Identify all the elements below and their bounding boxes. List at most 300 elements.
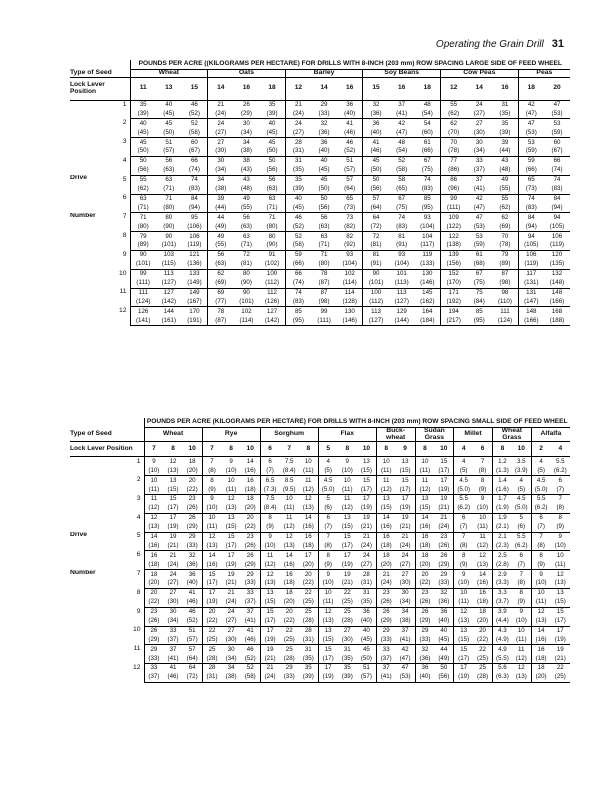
rate-value: (15)	[341, 523, 353, 531]
seed-type-label: Type of Seed	[70, 69, 130, 77]
rate-value: (10)	[515, 616, 527, 624]
rate-value: (40)	[360, 616, 372, 624]
rate-value: 30	[396, 588, 415, 597]
rate-value: 5.6	[492, 664, 511, 673]
lock-lever-label: Lock Lever Position	[70, 77, 130, 100]
rate-value: 11	[144, 495, 163, 504]
rate-value: (8)	[531, 542, 550, 551]
rate-value: 9	[345, 457, 349, 465]
rate-value: (17)	[360, 485, 372, 493]
rate-value: 62	[208, 269, 234, 278]
rate-value: 2.5	[492, 551, 511, 560]
rate-value: (13)	[477, 560, 489, 568]
rate-value: (58)	[188, 128, 200, 136]
rate-value: (59)	[518, 147, 544, 156]
rate-value: 12	[454, 607, 473, 616]
rate-value: 70	[441, 138, 467, 147]
table-row	[70, 654, 570, 663]
lever-position: 16	[492, 77, 518, 100]
rate-value: (34)	[473, 147, 485, 155]
rate-value: 85	[415, 194, 441, 203]
rate-value: (18)	[283, 579, 295, 587]
rate-value: (3.9)	[514, 466, 528, 474]
rate-value: (15)	[415, 504, 434, 513]
rate-value: 74	[389, 213, 415, 222]
rate-value: 52	[389, 157, 415, 166]
rate-value: (127)	[161, 278, 177, 286]
rate-value: (12)	[144, 504, 163, 513]
rate-value: (33)	[376, 635, 395, 644]
rate-value: (1.3)	[492, 466, 511, 475]
rate-value: (19)	[202, 598, 221, 607]
rate-value: (20)	[302, 560, 314, 568]
rate-value: (39)	[299, 673, 318, 682]
rate-value: (34)	[225, 654, 237, 662]
rate-value: 53	[466, 232, 492, 241]
rate-value: (21)	[341, 579, 353, 587]
rate-value: (64)	[363, 203, 389, 212]
lever-position: 14	[311, 77, 337, 100]
rate-value: 26	[183, 513, 202, 522]
rate-value: 51	[183, 626, 202, 635]
rate-value: (161)	[156, 316, 182, 325]
rate-value: 4.9	[492, 645, 511, 654]
rate-value: (18)	[415, 542, 434, 551]
rate-value: 24	[475, 101, 483, 109]
rate-value: (39)	[338, 673, 357, 682]
page-header	[436, 38, 564, 50]
rate-value: (41)	[399, 635, 411, 643]
rate-value: (136)	[187, 260, 202, 268]
rate-value: (38)	[240, 147, 252, 155]
rate-value: 9	[512, 607, 531, 616]
rate-value: (9)	[318, 560, 337, 569]
rate-value: (59)	[551, 128, 563, 136]
rate-value: (11)	[515, 635, 527, 643]
rate-value: (12)	[260, 560, 279, 569]
rate-value: (104)	[342, 260, 357, 268]
rate-value: (39)	[499, 128, 511, 136]
rate-value: 36	[311, 138, 337, 147]
rate-value: (55)	[499, 185, 511, 193]
rate-value: 52	[285, 232, 311, 241]
rate-value: (13)	[202, 542, 221, 551]
rate-value: 66	[285, 269, 311, 278]
rate-value: (66)	[518, 166, 544, 175]
rate-value: 14	[376, 513, 395, 522]
rate-value: (21)	[167, 541, 179, 549]
rate-value: (56)	[318, 203, 330, 211]
rate-value: 56	[156, 157, 182, 166]
rate-value: 19	[260, 645, 279, 654]
rate-value: (142)	[161, 297, 177, 305]
table-row	[70, 476, 570, 485]
rate-value: 93	[389, 250, 415, 259]
rate-value: (122)	[441, 222, 467, 231]
rate-value: 56	[259, 175, 285, 184]
rate-value: (40)	[186, 579, 198, 587]
rate-value: (126)	[264, 297, 280, 305]
rate-value: 59	[518, 157, 544, 166]
table-row	[70, 626, 570, 635]
rate-value: 90	[130, 250, 156, 259]
rate-value: 33	[144, 664, 163, 673]
rate-value: 46	[183, 607, 202, 616]
rate-value: (15)	[454, 635, 473, 644]
rate-value: (11)	[283, 504, 295, 512]
rate-value: (38)	[221, 673, 240, 682]
rate-value: 15	[440, 457, 448, 465]
rate-value: 34	[208, 175, 234, 184]
rate-value: 35	[338, 664, 357, 673]
rate-value: (11)	[477, 523, 488, 531]
rate-value: 27	[338, 626, 357, 635]
rate-value: 94	[518, 232, 544, 241]
rate-value: (47)	[518, 110, 544, 119]
rate-value: (39)	[130, 110, 156, 119]
rate-value: (11)	[202, 523, 221, 532]
rate-value: (58)	[241, 673, 260, 682]
rate-value: 22	[280, 626, 299, 635]
rate-value: 22	[473, 645, 492, 654]
rate-value: (4.9)	[492, 635, 511, 644]
rate-value: (31)	[202, 673, 221, 682]
rate-value: (6.2)	[553, 466, 567, 474]
rate-value: 13	[401, 457, 409, 465]
rate-value: 8	[473, 476, 492, 485]
rate-value: (47)	[473, 203, 485, 211]
rate-value: (45)	[438, 635, 450, 643]
rate-value: 20	[183, 476, 202, 485]
rate-value: (18)	[144, 560, 163, 569]
rate-value: (111)	[311, 316, 337, 325]
rate-value: 164	[415, 307, 441, 316]
rate-value: 22	[299, 588, 318, 597]
rate-value: (26)	[186, 504, 198, 512]
rate-value: 14	[299, 513, 318, 522]
seed-group-header: Rye	[202, 427, 260, 442]
rate-value: 15	[318, 645, 337, 654]
rate-value: 15	[396, 476, 415, 485]
rate-value: 24	[396, 551, 415, 560]
rate-value: (52)	[186, 616, 198, 624]
rate-value: 43	[234, 175, 260, 184]
rate-value: (135)	[549, 260, 565, 268]
rate-value: (19)	[454, 673, 473, 682]
rate-value: (37)	[376, 654, 395, 663]
table-row	[70, 175, 570, 184]
rate-value: (12)	[415, 485, 434, 494]
rate-value: (7)	[517, 560, 526, 568]
rate-value: (30)	[225, 635, 237, 643]
rate-value: (16)	[302, 523, 314, 531]
rate-value: (5)	[531, 466, 550, 475]
rate-value: (95)	[466, 316, 492, 325]
lever-position: 9	[396, 442, 415, 457]
rate-value: (30)	[473, 128, 485, 136]
lever-position: 8	[338, 442, 357, 457]
rate-value: 29	[183, 532, 202, 541]
rate-value: (20)	[283, 598, 295, 606]
rate-value: (37)	[473, 166, 485, 174]
rate-value: (65)	[396, 185, 408, 193]
rate-value: 100	[259, 269, 285, 278]
rate-value: 29	[434, 570, 453, 579]
rate-value: 57	[363, 194, 389, 203]
rate-value: (80)	[163, 203, 175, 211]
rate-value: (87)	[208, 316, 234, 325]
rate-value: 84	[544, 194, 570, 203]
rate-value: (34)	[167, 616, 179, 624]
rate-value: 65	[518, 175, 544, 184]
rate-value: 74	[518, 194, 544, 203]
rate-value: (188)	[544, 316, 570, 325]
rate-value: (17)	[399, 485, 411, 493]
lever-position: 7	[144, 442, 163, 457]
rate-value: (90)	[240, 278, 252, 286]
table-row	[70, 288, 570, 297]
lever-position: 8	[163, 442, 182, 457]
lever-position: 11	[130, 77, 156, 100]
rate-value: 10	[512, 626, 531, 635]
rate-value: (49)	[208, 222, 234, 231]
rate-value: 4	[318, 457, 337, 466]
rate-value: (20)	[477, 616, 489, 624]
rate-value: (53)	[473, 222, 485, 230]
rate-value: 34	[221, 664, 240, 673]
rate-value: 112	[259, 288, 285, 297]
rate-value: (37)	[167, 635, 179, 643]
rate-value: 33	[163, 626, 182, 635]
rate-value: (67)	[551, 147, 563, 155]
rate-value: (8)	[202, 466, 221, 475]
rate-value: (1.6)	[492, 485, 511, 494]
table-row	[70, 664, 570, 673]
rate-value: (37)	[244, 598, 256, 606]
rate-value: 17	[551, 626, 570, 635]
rate-value: 25	[338, 607, 357, 616]
rate-value: 11	[280, 513, 299, 522]
rate-value: (18)	[376, 542, 395, 551]
lever-position: 4	[454, 442, 473, 457]
rate-value: (106)	[187, 222, 202, 230]
rate-value: 29	[376, 626, 395, 635]
rate-value: (37)	[144, 673, 163, 682]
rate-value: 23	[144, 607, 163, 616]
rate-value: (44)	[208, 203, 234, 212]
drive-number: 10	[132, 626, 141, 634]
rate-value: (19)	[225, 560, 237, 568]
rate-value: 17	[454, 664, 473, 673]
rate-value: 6	[318, 513, 337, 522]
lever-position: 10	[357, 442, 376, 457]
rate-value: 114	[337, 288, 363, 297]
rate-value: 32	[311, 119, 337, 128]
rate-value: 19	[396, 513, 415, 522]
rate-value: 44	[208, 213, 234, 222]
rate-value: (18)	[531, 654, 550, 663]
drive-number: 4	[122, 156, 127, 164]
rate-value: (98)	[318, 297, 330, 305]
rate-value: 2.9	[492, 570, 511, 579]
rate-value: 104	[415, 232, 441, 241]
rate-value: (15)	[399, 466, 411, 474]
rate-value: 42	[389, 119, 415, 128]
rate-value: 18	[473, 607, 492, 616]
table-row	[70, 128, 570, 137]
rate-value: 13	[362, 457, 370, 465]
rate-value: (27)	[473, 109, 485, 117]
rate-value: 53	[544, 119, 570, 128]
rate-value: (20)	[186, 466, 198, 474]
rate-value: 67	[389, 194, 415, 203]
rate-value: (10)	[531, 579, 550, 588]
rate-value: (16)	[244, 466, 256, 474]
rate-value: 27	[221, 626, 240, 635]
rate-value: (36)	[438, 598, 450, 606]
rate-value: (12)	[477, 541, 489, 549]
rate-value: (29)	[144, 635, 163, 644]
rate-value: (127)	[363, 316, 389, 325]
rate-value: (57)	[357, 673, 376, 682]
rate-value: (124)	[492, 316, 518, 325]
rate-value: (105)	[518, 241, 544, 250]
rate-value: 17	[221, 551, 240, 560]
rate-value: (50)	[360, 654, 372, 662]
rate-value: 21	[285, 100, 311, 109]
drive-number: 9	[122, 250, 127, 258]
table-row	[70, 523, 570, 532]
rate-value: (29)	[438, 560, 450, 568]
rate-value: 91	[259, 250, 285, 259]
rate-value: 23	[415, 588, 434, 597]
rate-value: 24	[221, 607, 240, 616]
rate-value: 60	[544, 138, 570, 147]
rate-value: 26	[434, 551, 453, 560]
rate-value: 33	[466, 157, 492, 166]
rate-value: (24)	[399, 541, 411, 549]
rate-value: 40	[357, 626, 376, 635]
rate-value: 27	[163, 588, 182, 597]
rate-value: 11	[376, 476, 395, 485]
rate-value: 51	[156, 138, 182, 147]
rate-value: 93	[415, 213, 441, 222]
table-row	[70, 513, 570, 522]
rate-value: 52	[182, 119, 208, 128]
rate-value: (27)	[360, 560, 372, 568]
rate-value: 9	[531, 570, 550, 579]
rate-value: (30)	[167, 598, 179, 606]
rate-value: (11)	[342, 485, 353, 493]
rate-value: (63)	[208, 260, 234, 269]
rate-value: 37	[376, 664, 395, 673]
rate-value: (114)	[342, 278, 357, 286]
rate-value: (127)	[394, 297, 409, 305]
table-row	[70, 607, 570, 616]
rate-value: (144)	[389, 316, 415, 325]
rate-value: 78	[208, 307, 234, 316]
lever-position: 10	[512, 442, 531, 457]
rate-value: (71)	[130, 203, 156, 212]
rate-value: (13)	[283, 541, 295, 549]
rate-value: 37	[466, 175, 492, 184]
rate-value: 23	[241, 532, 260, 541]
rate-value: (45)	[266, 128, 278, 136]
rate-value: (90)	[266, 241, 278, 249]
rate-value: (62)	[130, 185, 156, 194]
rate-value: (147)	[518, 297, 544, 306]
rate-value: (74)	[188, 166, 200, 174]
rate-value: (24)	[167, 560, 179, 568]
table-row	[70, 232, 570, 241]
rate-value: 35	[130, 100, 156, 109]
rate-value: 7	[202, 457, 221, 466]
rate-value: 25	[299, 607, 318, 616]
rate-value: 37	[398, 101, 406, 109]
rate-value: (124)	[130, 297, 156, 306]
lever-position: 16	[389, 77, 415, 100]
rate-value: (162)	[420, 297, 435, 305]
rate-value: 10	[280, 495, 299, 504]
rate-value: 4	[454, 457, 473, 466]
rate-value: 20	[144, 588, 163, 597]
rate-value: 24	[285, 119, 311, 128]
rate-value: 7.5	[260, 495, 279, 504]
rate-value: (74)	[551, 166, 563, 174]
rate-value: 5.5	[512, 532, 531, 541]
rate-value: (19)	[318, 673, 337, 682]
rate-value: (3.7)	[492, 598, 511, 607]
rate-value: 9	[229, 457, 233, 465]
rate-value: 41	[163, 664, 182, 673]
rate-value: (141)	[130, 316, 156, 325]
rate-value: 10	[454, 588, 473, 597]
drive-number: 2	[136, 476, 141, 484]
rate-value: (41)	[244, 616, 256, 624]
rate-value: (15)	[167, 485, 179, 493]
rate-value: (166)	[549, 297, 565, 305]
rate-value: (29)	[240, 109, 252, 117]
rate-value: (31)	[360, 579, 372, 587]
rate-value: (2.3)	[492, 542, 511, 551]
rate-value: 32	[183, 551, 202, 560]
rate-value: (19)	[438, 485, 450, 493]
rate-value: 15	[163, 495, 182, 504]
rate-value: (29)	[415, 617, 434, 626]
rate-value: (89)	[130, 241, 156, 250]
rate-value: (59)	[473, 241, 485, 249]
rate-value: (24)	[438, 523, 450, 531]
rate-value: (7)	[318, 523, 337, 532]
lever-position: 6	[473, 442, 492, 457]
rate-value: (57)	[163, 147, 175, 155]
rate-value: 93	[337, 250, 363, 259]
rate-value: (24)	[360, 541, 372, 549]
rate-value: 61	[415, 138, 441, 147]
rate-value: (21)	[225, 579, 237, 587]
rate-value: (110)	[497, 297, 512, 305]
rate-value: 21	[208, 100, 234, 109]
rate-value: 21	[260, 664, 279, 673]
rate-value: 22	[551, 664, 570, 673]
rate-value: 36	[346, 101, 354, 109]
rate-value: (104)	[420, 222, 435, 230]
rate-value: (55)	[240, 203, 252, 211]
rate-value: (40)	[318, 147, 330, 155]
rate-value: (28)	[202, 654, 221, 663]
rate-value: 7	[551, 495, 570, 504]
rate-value: (9)	[260, 523, 279, 532]
